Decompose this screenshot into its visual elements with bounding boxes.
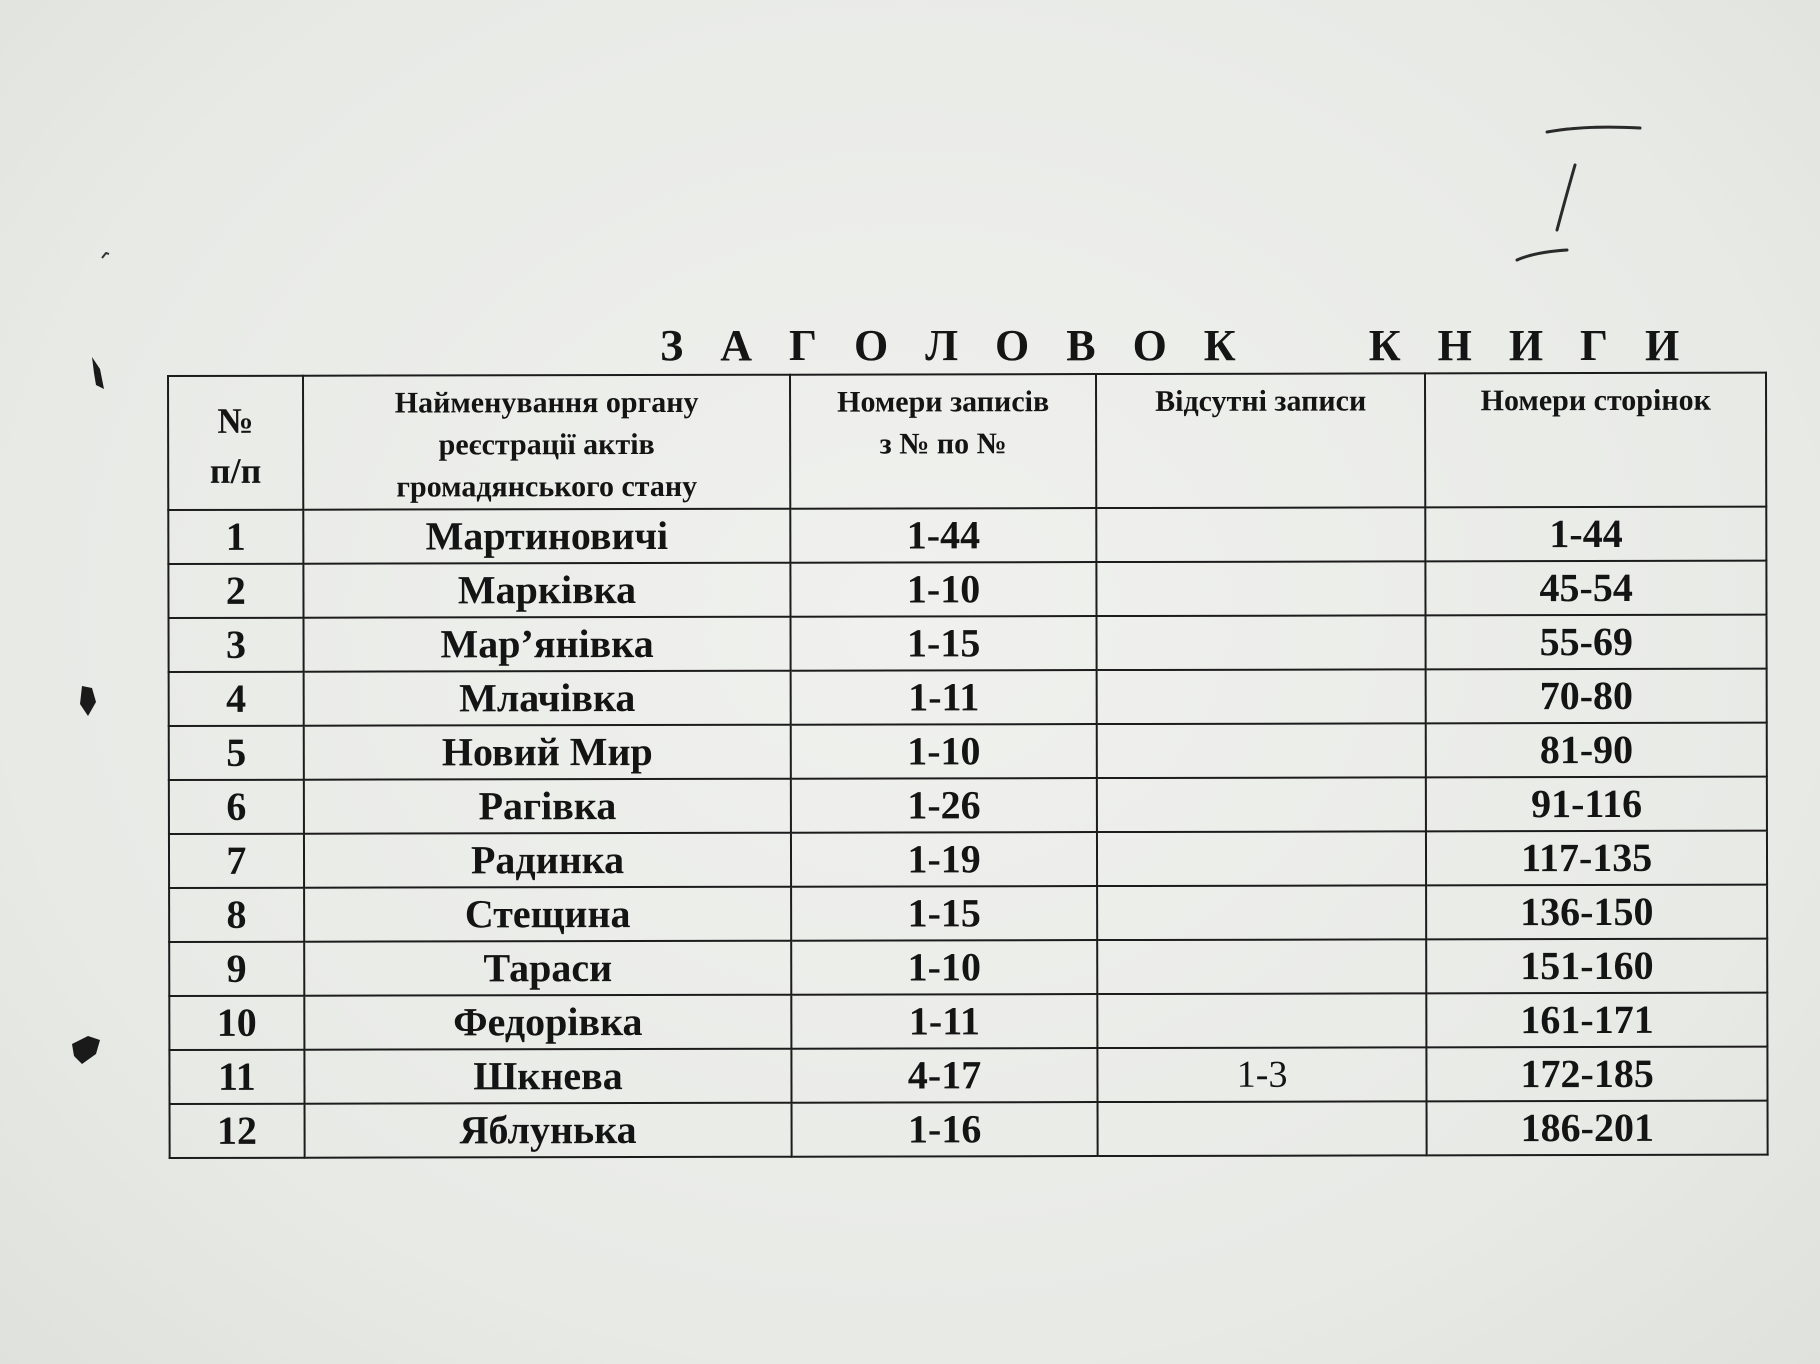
cell-page-numbers: 91-116 bbox=[1426, 777, 1767, 832]
registry-books-table bbox=[167, 372, 1769, 1159]
header-registry-office-line2: реєстрації актів bbox=[438, 427, 655, 462]
book-title: З А Г О Л О В О К К Н И Г И bbox=[660, 321, 1693, 370]
cell-number: 11 bbox=[169, 1050, 304, 1104]
cell-record-numbers: 1-10 bbox=[791, 724, 1097, 779]
header-page-numbers: Номери сторінок bbox=[1425, 373, 1766, 508]
cell-number: 10 bbox=[169, 996, 304, 1050]
header-record-numbers-line1: Номери записів bbox=[837, 385, 1050, 419]
cell-number: 4 bbox=[169, 672, 304, 726]
cell-page-numbers: 45-54 bbox=[1426, 561, 1767, 616]
cell-number: 9 bbox=[169, 942, 304, 996]
table-row bbox=[169, 939, 1767, 996]
cell-missing-records bbox=[1096, 507, 1426, 562]
table-row bbox=[168, 507, 1766, 564]
header-missing-records: Відсутні записи bbox=[1096, 373, 1426, 508]
cell-registry-office: Мар’янівка bbox=[303, 617, 791, 672]
header-registry-office-line3: громадянського стану bbox=[396, 469, 698, 504]
table-row bbox=[168, 561, 1766, 618]
table-row bbox=[169, 723, 1767, 780]
table-body bbox=[168, 507, 1767, 1158]
cell-page-numbers: 70-80 bbox=[1426, 669, 1767, 724]
cell-missing-records bbox=[1097, 993, 1427, 1048]
table-row bbox=[169, 615, 1767, 672]
cell-record-numbers: 1-15 bbox=[791, 886, 1097, 941]
cell-page-numbers: 172-185 bbox=[1427, 1047, 1768, 1102]
cell-page-numbers: 55-69 bbox=[1426, 615, 1767, 670]
handwritten-roman-numeral-mark bbox=[1505, 110, 1645, 270]
cell-number: 6 bbox=[169, 780, 304, 834]
cell-missing-records bbox=[1097, 831, 1427, 886]
punch-hole-top bbox=[86, 355, 108, 393]
cell-page-numbers: 117-135 bbox=[1426, 831, 1767, 886]
cell-number: 3 bbox=[169, 618, 304, 672]
cell-record-numbers: 1-19 bbox=[791, 832, 1097, 887]
table-row bbox=[169, 1047, 1767, 1104]
cell-registry-office: Стещина bbox=[304, 887, 792, 942]
cell-page-numbers: 161-171 bbox=[1427, 993, 1768, 1048]
cell-number: 7 bbox=[169, 834, 304, 888]
cell-page-numbers: 151-160 bbox=[1427, 939, 1768, 994]
cell-registry-office: Радинка bbox=[304, 833, 792, 888]
table-header-row bbox=[168, 373, 1766, 510]
cell-registry-office: Марківка bbox=[303, 563, 791, 618]
table-row bbox=[169, 669, 1767, 726]
cell-record-numbers: 1-10 bbox=[791, 562, 1097, 617]
cell-number: 1 bbox=[168, 510, 303, 564]
scan-speck bbox=[100, 250, 112, 262]
cell-record-numbers: 1-11 bbox=[792, 994, 1098, 1049]
cell-registry-office: Рагівка bbox=[304, 779, 792, 834]
cell-missing-records bbox=[1097, 723, 1427, 778]
cell-record-numbers: 1-15 bbox=[791, 616, 1097, 671]
cell-missing-records bbox=[1096, 561, 1426, 616]
cell-registry-office: Мартиновичі bbox=[303, 509, 791, 564]
cell-page-numbers: 1-44 bbox=[1426, 507, 1767, 562]
cell-registry-office: Яблунька bbox=[304, 1103, 792, 1158]
cell-missing-records bbox=[1097, 885, 1427, 940]
punch-hole-bottom bbox=[66, 1030, 106, 1070]
header-record-numbers bbox=[790, 374, 1096, 509]
cell-missing-records bbox=[1097, 777, 1427, 832]
cell-missing-records bbox=[1096, 615, 1426, 670]
cell-registry-office: Федорівка bbox=[304, 995, 792, 1050]
punch-hole-middle bbox=[74, 682, 102, 722]
table-row bbox=[169, 777, 1767, 834]
table-row bbox=[169, 831, 1767, 888]
cell-registry-office: Тараси bbox=[304, 941, 792, 996]
cell-record-numbers: 1-10 bbox=[791, 940, 1097, 995]
header-number-line1: № bbox=[217, 400, 254, 441]
table-row bbox=[169, 993, 1767, 1050]
header-record-numbers-line2: з № по № bbox=[879, 427, 1007, 461]
cell-missing-records bbox=[1097, 939, 1427, 994]
cell-record-numbers: 1-26 bbox=[791, 778, 1097, 833]
header-number bbox=[168, 376, 303, 510]
cell-record-numbers: 1-44 bbox=[791, 508, 1097, 563]
cell-page-numbers: 81-90 bbox=[1426, 723, 1767, 778]
header-registry-office bbox=[303, 375, 791, 510]
cell-number: 12 bbox=[170, 1104, 305, 1158]
header-number-line2: п/п bbox=[209, 450, 262, 491]
cell-number: 2 bbox=[168, 564, 303, 618]
cell-page-numbers: 136-150 bbox=[1426, 885, 1767, 940]
cell-record-numbers: 1-16 bbox=[792, 1102, 1098, 1157]
cell-missing-records bbox=[1097, 1101, 1427, 1156]
cell-missing-records: 1-3 bbox=[1097, 1047, 1427, 1102]
cell-number: 8 bbox=[169, 888, 304, 942]
cell-registry-office: Млачівка bbox=[303, 671, 791, 726]
header-registry-office-line1: Найменування органу bbox=[394, 385, 699, 420]
cell-record-numbers: 1-11 bbox=[791, 670, 1097, 725]
cell-registry-office: Новий Мир bbox=[304, 725, 792, 780]
cell-registry-office: Шкнева bbox=[304, 1049, 792, 1104]
cell-missing-records bbox=[1096, 669, 1426, 724]
table-row bbox=[170, 1101, 1768, 1158]
cell-number: 5 bbox=[169, 726, 304, 780]
table-row bbox=[169, 885, 1767, 942]
cell-record-numbers: 4-17 bbox=[792, 1048, 1098, 1103]
cell-page-numbers: 186-201 bbox=[1427, 1101, 1768, 1156]
